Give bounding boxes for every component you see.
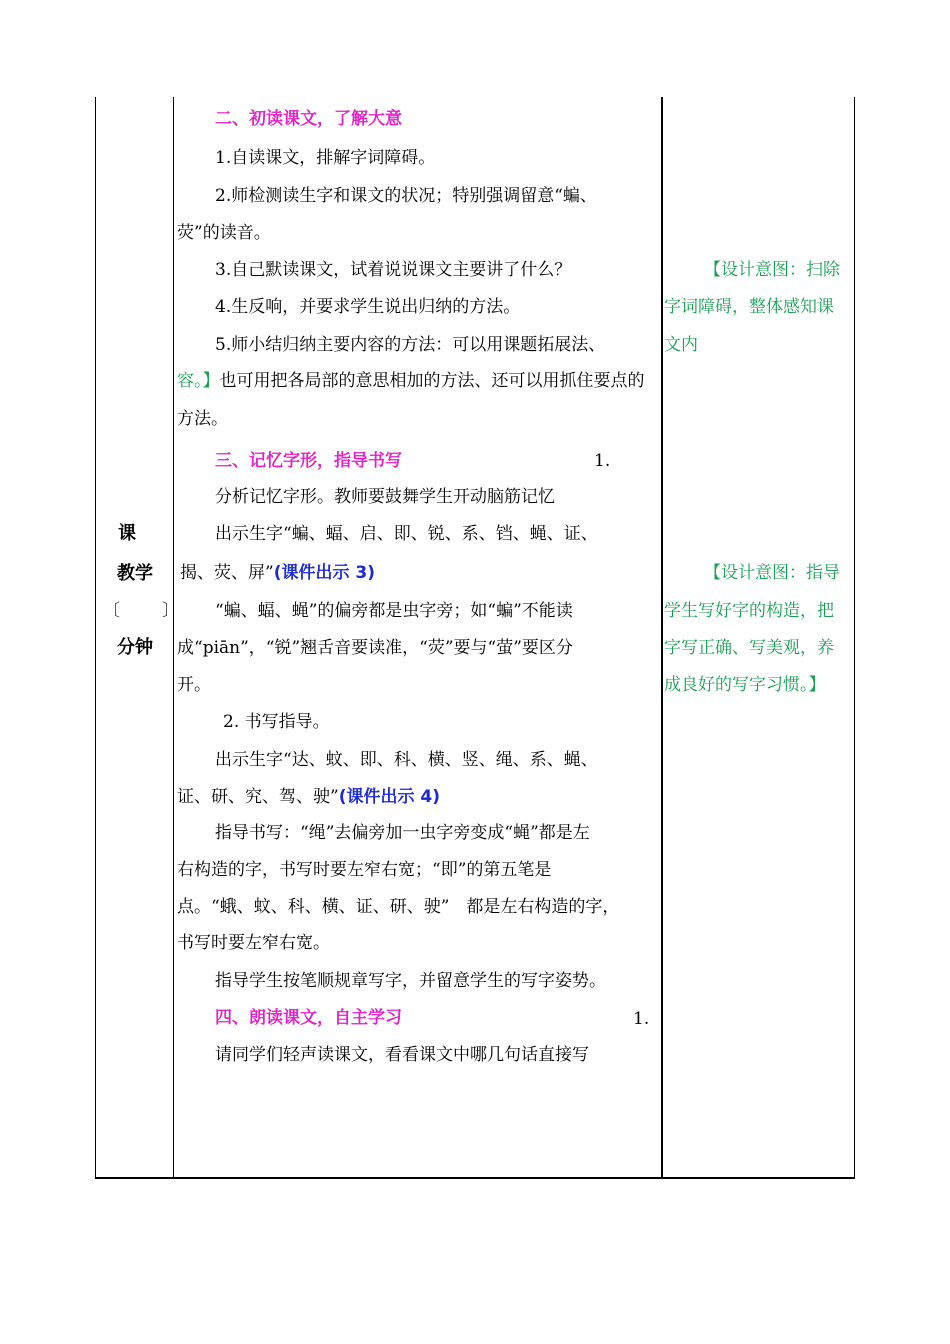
s3-line-1: 分析记忆字形。教师要鼓舞学生开动脑筋记忆 xyxy=(215,487,555,507)
label-lesson: 课 xyxy=(118,523,136,544)
courseware-3: (课件出示 3) xyxy=(273,563,375,583)
section-2-heading: 二、初读课文，了解大意 xyxy=(215,109,402,129)
s3-line-5: 成“piān”，“锐”翘舌音要读准，“荧”要与“萤”要区分 xyxy=(177,638,573,658)
s2-line-7-note-end: 容。】 xyxy=(177,371,220,391)
s2-line-2: 2.师检测读生字和课文的状况；特别强调留意“蝙、 xyxy=(215,186,597,206)
s3-line-11: 右构造的字，书写时要左窄右宽；“即”的第五笔是 xyxy=(177,860,552,880)
s2-line-8: 方法。 xyxy=(177,409,228,429)
s3-item-number: 1. xyxy=(594,451,611,471)
s3-line-9-text: 证、研、究、驾、驶” xyxy=(177,787,339,807)
column-divider-2 xyxy=(661,97,663,1179)
section-4-heading: 四、朗读课文，自主学习 xyxy=(215,1008,402,1028)
s2-line-6: 5.师小结归纳主要内容的方法：可以用课题拓展法、 xyxy=(215,335,606,355)
s3-line-14: 指导学生按笔顺规章写字，并留意学生的写字姿势。 xyxy=(215,971,606,991)
table-left-border xyxy=(95,97,96,1179)
s3-line-8: 出示生字“达、蚊、即、科、横、竖、绳、系、蝇、 xyxy=(215,750,598,770)
label-paren-open: 〔 xyxy=(103,601,120,621)
label-teaching: 教学 xyxy=(117,563,153,584)
design-note-2-line-2: 学生写好字的构造，把 xyxy=(664,601,834,621)
s3-line-6: 开。 xyxy=(177,675,211,695)
s2-line-3: 荧”的读音。 xyxy=(177,223,271,243)
s2-line-1: 1.自读课文，排解字词障碍。 xyxy=(215,148,436,168)
section-3-heading: 三、记忆字形，指导书写 xyxy=(215,451,402,471)
s2-line-7 xyxy=(177,370,645,392)
s2-line-7-text: 也可用把各局部的意思相加的方法、还可以用抓住要点的 xyxy=(219,371,645,391)
design-note-2-line-4: 成良好的写字习惯。】 xyxy=(664,675,826,695)
s4-item-number: 1. xyxy=(633,1009,650,1029)
s4-line-1: 请同学们轻声读课文，看看课文中哪几句话直接写 xyxy=(215,1045,589,1065)
s3-line-10: 指导书写：“绳”去偏旁加一虫字旁变成“蝇”都是左 xyxy=(215,823,590,843)
design-note-1-line-1: 【设计意图：扫除 xyxy=(704,260,840,280)
design-note-2-line-1: 【设计意图：指导 xyxy=(704,563,840,583)
s2-line-5: 4.生反响，并要求学生说出归纳的方法。 xyxy=(215,297,521,317)
s3-line-12: 点。“蛾、蚊、科、横、证、研、驶” 都是左右构造的字， xyxy=(177,897,620,917)
s3-line-4: “蝙、蝠、蝇”的偏旁都是虫字旁；如“蝙”不能读 xyxy=(215,601,573,621)
table-right-border xyxy=(854,97,855,1179)
column-divider-1 xyxy=(173,97,174,1179)
s3-line-2: 出示生字“蝙、蝠、启、即、锐、系、铛、蝇、证、 xyxy=(215,524,598,544)
design-note-1-line-3: 文内 xyxy=(664,335,698,355)
design-note-2-line-3: 字写正确、写美观，养 xyxy=(664,638,834,658)
design-note-1-line-2: 字词障碍，整体感知课 xyxy=(664,297,834,317)
courseware-4: (课件出示 4) xyxy=(338,787,440,807)
label-paren-close: 〕 xyxy=(162,601,179,621)
s3-line-13: 书写时要左窄右宽。 xyxy=(177,933,330,953)
s3-line-9 xyxy=(177,786,440,808)
s3-line-3 xyxy=(180,562,375,584)
s3-line-3-text: 揭、荧、屏” xyxy=(180,563,274,583)
table-bottom-border xyxy=(95,1177,855,1179)
label-minutes: 分钟 xyxy=(117,637,153,658)
s3-line-7: 2. 书写指导。 xyxy=(223,712,330,732)
s2-line-4: 3.自己默读课文，试着说说课文主要讲了什么？ xyxy=(215,260,572,280)
